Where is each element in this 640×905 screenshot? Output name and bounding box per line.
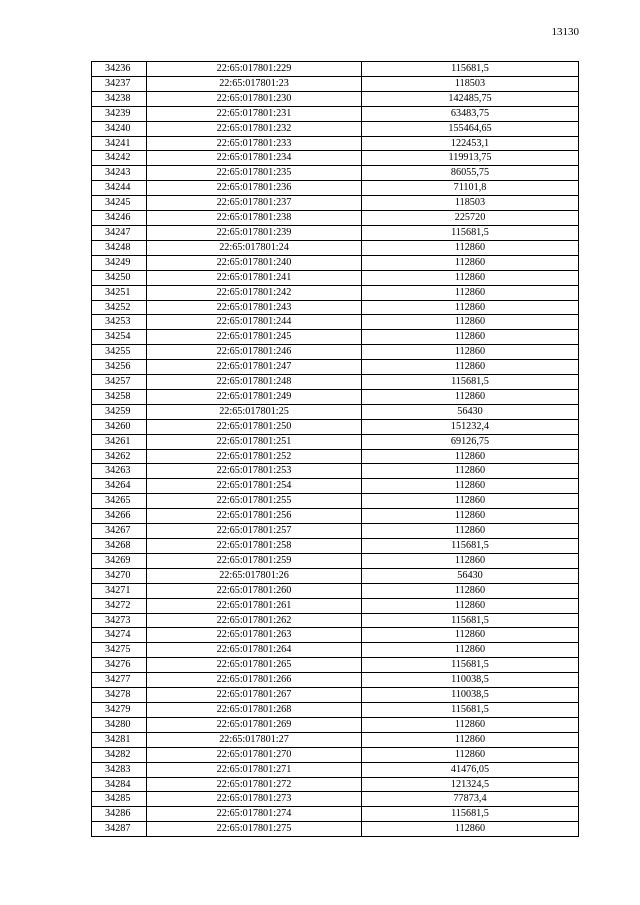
row-number-cell: 34253 [92,315,147,330]
table-row [92,255,579,270]
row-number-cell: 34242 [92,151,147,166]
table-row [92,583,579,598]
row-number-cell: 34262 [92,449,147,464]
cadastral-number-cell: 22:65:017801:27 [147,732,362,747]
cadastral-number-cell: 22:65:017801:272 [147,777,362,792]
table-row [92,658,579,673]
table-row [92,196,579,211]
value-cell: 119913,75 [362,151,579,166]
cadastral-number-cell: 22:65:017801:265 [147,658,362,673]
table-row [92,762,579,777]
value-cell: 69126,75 [362,434,579,449]
cadastral-number-cell: 22:65:017801:240 [147,255,362,270]
value-cell: 121324,5 [362,777,579,792]
value-cell: 118503 [362,76,579,91]
table-row [92,62,579,77]
cadastral-number-cell: 22:65:017801:267 [147,688,362,703]
value-cell: 118503 [362,196,579,211]
table-row [92,240,579,255]
row-number-cell: 34265 [92,494,147,509]
row-number-cell: 34267 [92,524,147,539]
cadastral-number-cell: 22:65:017801:249 [147,389,362,404]
table-row [92,330,579,345]
row-number-cell: 34246 [92,211,147,226]
table-row [92,479,579,494]
cadastral-number-cell: 22:65:017801:263 [147,628,362,643]
cadastral-number-cell: 22:65:017801:244 [147,315,362,330]
value-cell: 112860 [362,315,579,330]
cadastral-number-cell: 22:65:017801:238 [147,211,362,226]
table-row [92,717,579,732]
row-number-cell: 34283 [92,762,147,777]
row-number-cell: 34284 [92,777,147,792]
value-cell: 112860 [362,717,579,732]
table-row [92,464,579,479]
table-row [92,211,579,226]
value-cell: 112860 [362,732,579,747]
value-cell: 112860 [362,509,579,524]
row-number-cell: 34251 [92,285,147,300]
row-number-cell: 34245 [92,196,147,211]
table-row [92,434,579,449]
cadastral-number-cell: 22:65:017801:253 [147,464,362,479]
table-row [92,688,579,703]
table-row [92,360,579,375]
row-number-cell: 34287 [92,822,147,837]
row-number-cell: 34257 [92,375,147,390]
row-number-cell: 34238 [92,91,147,106]
cadastral-number-cell: 22:65:017801:239 [147,225,362,240]
cadastral-number-cell: 22:65:017801:264 [147,643,362,658]
row-number-cell: 34277 [92,673,147,688]
row-number-cell: 34244 [92,181,147,196]
row-number-cell: 34286 [92,807,147,822]
value-cell: 112860 [362,389,579,404]
value-cell: 112860 [362,285,579,300]
row-number-cell: 34278 [92,688,147,703]
cadastral-number-cell: 22:65:017801:261 [147,598,362,613]
cadastral-number-cell: 22:65:017801:252 [147,449,362,464]
table-row [92,166,579,181]
value-cell: 112860 [362,270,579,285]
page-number: 13130 [551,26,579,38]
cadastral-number-cell: 22:65:017801:241 [147,270,362,285]
cadastral-number-cell: 22:65:017801:233 [147,136,362,151]
row-number-cell: 34258 [92,389,147,404]
cadastral-number-cell: 22:65:017801:229 [147,62,362,77]
table-body [92,62,579,837]
table-row [92,613,579,628]
cadastral-number-cell: 22:65:017801:245 [147,330,362,345]
row-number-cell: 34239 [92,106,147,121]
value-cell: 115681,5 [362,613,579,628]
table-row [92,777,579,792]
value-cell: 115681,5 [362,225,579,240]
row-number-cell: 34272 [92,598,147,613]
cadastral-number-cell: 22:65:017801:235 [147,166,362,181]
value-cell: 112860 [362,300,579,315]
table-row [92,225,579,240]
data-table [91,61,579,837]
table-row [92,822,579,837]
cadastral-number-cell: 22:65:017801:271 [147,762,362,777]
table-row [92,91,579,106]
cadastral-number-cell: 22:65:017801:275 [147,822,362,837]
cadastral-number-cell: 22:65:017801:246 [147,345,362,360]
value-cell: 142485,75 [362,91,579,106]
value-cell: 41476,05 [362,762,579,777]
row-number-cell: 34252 [92,300,147,315]
value-cell: 112860 [362,449,579,464]
row-number-cell: 34243 [92,166,147,181]
table-row [92,300,579,315]
row-number-cell: 34280 [92,717,147,732]
value-cell: 122453,1 [362,136,579,151]
cadastral-number-cell: 22:65:017801:269 [147,717,362,732]
cadastral-number-cell: 22:65:017801:248 [147,375,362,390]
value-cell: 112860 [362,345,579,360]
row-number-cell: 34276 [92,658,147,673]
cadastral-number-cell: 22:65:017801:231 [147,106,362,121]
row-number-cell: 34273 [92,613,147,628]
row-number-cell: 34275 [92,643,147,658]
value-cell: 225720 [362,211,579,226]
row-number-cell: 34282 [92,747,147,762]
value-cell: 112860 [362,747,579,762]
table-row [92,628,579,643]
row-number-cell: 34241 [92,136,147,151]
row-number-cell: 34266 [92,509,147,524]
row-number-cell: 34285 [92,792,147,807]
value-cell: 115681,5 [362,62,579,77]
value-cell: 63483,75 [362,106,579,121]
table-row [92,315,579,330]
cadastral-number-cell: 22:65:017801:273 [147,792,362,807]
table-row [92,449,579,464]
cadastral-number-cell: 22:65:017801:25 [147,404,362,419]
table-row [92,494,579,509]
row-number-cell: 34260 [92,419,147,434]
value-cell: 112860 [362,494,579,509]
cadastral-number-cell: 22:65:017801:257 [147,524,362,539]
cadastral-number-cell: 22:65:017801:256 [147,509,362,524]
row-number-cell: 34248 [92,240,147,255]
value-cell: 151232,4 [362,419,579,434]
table-row [92,553,579,568]
cadastral-number-cell: 22:65:017801:243 [147,300,362,315]
value-cell: 112860 [362,628,579,643]
value-cell: 112860 [362,598,579,613]
row-number-cell: 34274 [92,628,147,643]
row-number-cell: 34281 [92,732,147,747]
table-row [92,106,579,121]
value-cell: 56430 [362,404,579,419]
row-number-cell: 34261 [92,434,147,449]
cadastral-number-cell: 22:65:017801:237 [147,196,362,211]
table-row [92,673,579,688]
row-number-cell: 34263 [92,464,147,479]
row-number-cell: 34269 [92,553,147,568]
value-cell: 112860 [362,255,579,270]
value-cell: 112860 [362,330,579,345]
row-number-cell: 34264 [92,479,147,494]
value-cell: 110038,5 [362,673,579,688]
table-row [92,419,579,434]
row-number-cell: 34270 [92,568,147,583]
table-row [92,568,579,583]
table-row [92,792,579,807]
cadastral-number-cell: 22:65:017801:260 [147,583,362,598]
row-number-cell: 34236 [92,62,147,77]
value-cell: 110038,5 [362,688,579,703]
value-cell: 77873,4 [362,792,579,807]
row-number-cell: 34255 [92,345,147,360]
table-row [92,524,579,539]
cadastral-number-cell: 22:65:017801:23 [147,76,362,91]
table-row [92,121,579,136]
cadastral-number-cell: 22:65:017801:250 [147,419,362,434]
value-cell: 115681,5 [362,658,579,673]
table-row [92,151,579,166]
cadastral-number-cell: 22:65:017801:255 [147,494,362,509]
value-cell: 112860 [362,240,579,255]
table-row [92,404,579,419]
row-number-cell: 34254 [92,330,147,345]
value-cell: 115681,5 [362,702,579,717]
cadastral-number-cell: 22:65:017801:274 [147,807,362,822]
row-number-cell: 34271 [92,583,147,598]
cadastral-number-cell: 22:65:017801:232 [147,121,362,136]
value-cell: 71101,8 [362,181,579,196]
table-row [92,643,579,658]
cadastral-number-cell: 22:65:017801:270 [147,747,362,762]
table-row [92,345,579,360]
table-row [92,509,579,524]
cadastral-number-cell: 22:65:017801:242 [147,285,362,300]
row-number-cell: 34268 [92,539,147,554]
row-number-cell: 34237 [92,76,147,91]
value-cell: 112860 [362,464,579,479]
value-cell: 155464,65 [362,121,579,136]
cadastral-number-cell: 22:65:017801:251 [147,434,362,449]
table-row [92,732,579,747]
row-number-cell: 34240 [92,121,147,136]
cadastral-number-cell: 22:65:017801:268 [147,702,362,717]
value-cell: 86055,75 [362,166,579,181]
value-cell: 112860 [362,583,579,598]
value-cell: 112860 [362,524,579,539]
cadastral-number-cell: 22:65:017801:254 [147,479,362,494]
row-number-cell: 34259 [92,404,147,419]
table-row [92,702,579,717]
value-cell: 115681,5 [362,539,579,554]
table-row [92,539,579,554]
value-cell: 115681,5 [362,375,579,390]
table-row [92,375,579,390]
value-cell: 112860 [362,822,579,837]
cadastral-number-cell: 22:65:017801:234 [147,151,362,166]
value-cell: 112860 [362,643,579,658]
cadastral-number-cell: 22:65:017801:262 [147,613,362,628]
cadastral-number-cell: 22:65:017801:247 [147,360,362,375]
row-number-cell: 34249 [92,255,147,270]
table-row [92,598,579,613]
table-row [92,285,579,300]
table-row [92,389,579,404]
cadastral-number-cell: 22:65:017801:236 [147,181,362,196]
value-cell: 56430 [362,568,579,583]
row-number-cell: 34256 [92,360,147,375]
value-cell: 112860 [362,553,579,568]
row-number-cell: 34250 [92,270,147,285]
cadastral-number-cell: 22:65:017801:26 [147,568,362,583]
cadastral-number-cell: 22:65:017801:259 [147,553,362,568]
cadastral-number-cell: 22:65:017801:258 [147,539,362,554]
row-number-cell: 34279 [92,702,147,717]
cadastral-number-cell: 22:65:017801:24 [147,240,362,255]
table-row [92,181,579,196]
table-row [92,76,579,91]
cadastral-number-cell: 22:65:017801:230 [147,91,362,106]
table-row [92,807,579,822]
value-cell: 115681,5 [362,807,579,822]
table-row [92,747,579,762]
value-cell: 112860 [362,360,579,375]
value-cell: 112860 [362,479,579,494]
row-number-cell: 34247 [92,225,147,240]
table-row [92,270,579,285]
cadastral-number-cell: 22:65:017801:266 [147,673,362,688]
table-row [92,136,579,151]
